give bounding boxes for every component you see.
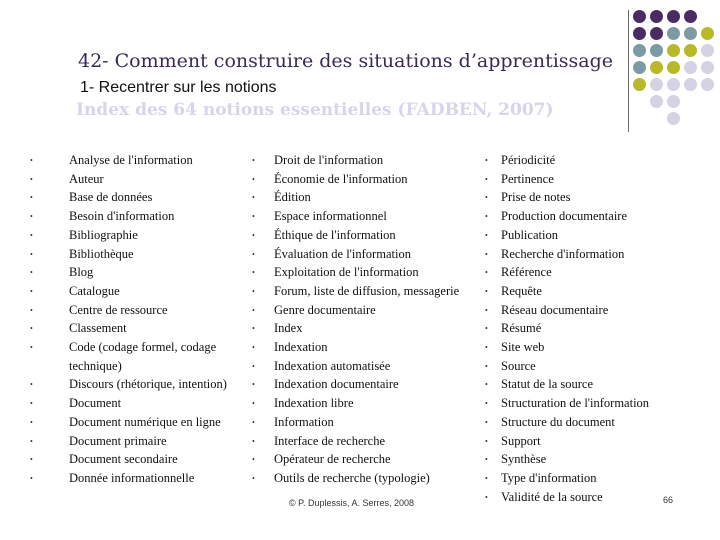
list-item: • Structure du document [501,413,691,432]
list-item: • Discours (rhétorique, intention) [69,375,229,394]
list-item: • Auteur [69,170,229,189]
decorative-dot [701,78,714,91]
list-item: • Code (codage formel, codage technique) [69,338,229,375]
list-item: • Pertinence [501,170,691,189]
slide-heading: Index des 64 notions essentielles (FADBEN, 2007) [76,100,554,120]
list-item: • Classement [69,319,229,338]
decorative-dot [667,44,680,57]
copyright-footer: © P. Duplessis, A. Serres, 2008 [289,498,415,508]
list-item: • Site web [501,338,691,357]
list-item: • Statut de la source [501,375,691,394]
list-item: • Publication [501,226,691,245]
notions-column-2 [274,151,464,488]
list-item: • Prise de notes [501,188,691,207]
list-item: • Type d'information [501,469,691,488]
list-item: • Information [274,413,464,432]
list-item: • Espace informationnel [274,207,464,226]
decorative-dot [650,61,663,74]
list-item: • Forum, liste de diffusion, messagerie [274,282,464,301]
list-item: • Bibliographie [69,226,229,245]
list-item: • Synthèse [501,450,691,469]
decorative-dot [650,95,663,108]
slide-subtitle: 1- Recentrer sur les notions [80,79,277,96]
decorative-dot [684,10,697,23]
list-item: • Indexation [274,338,464,357]
list-item: • Indexation documentaire [274,375,464,394]
slide-title: 42- Comment construire des situations d’apprentissage [78,50,614,72]
list-item: • Blog [69,263,229,282]
decorative-dot [650,78,663,91]
decorative-dot [701,44,714,57]
decorative-dot [667,95,680,108]
decorative-dot [633,61,646,74]
list-item: • Centre de ressource [69,301,229,320]
list-item: • Genre documentaire [274,301,464,320]
decorative-dot [633,44,646,57]
list-item: • Donnée informationnelle [69,469,229,488]
list-item: • Exploitation de l'information [274,263,464,282]
list-item: • Réseau documentaire [501,301,691,320]
decorative-dot [633,27,646,40]
list-item: • Évaluation de l'information [274,245,464,264]
decorative-dot [701,61,714,74]
decorative-dot [650,44,663,57]
list-item: • Bibliothèque [69,245,229,264]
notions-column-1 [69,151,229,488]
decorative-dot [667,10,680,23]
list-item: • Opérateur de recherche [274,450,464,469]
decorative-dot [633,78,646,91]
list-item: • Base de données [69,188,229,207]
list-item: • Index [274,319,464,338]
list-item: • Document primaire [69,432,229,451]
decorative-dot [701,27,714,40]
list-item: • Support [501,432,691,451]
decorative-divider [628,10,629,132]
decorative-dot [667,61,680,74]
decorative-dot [650,27,663,40]
list-item: • Analyse de l'information [69,151,229,170]
list-item: • Référence [501,263,691,282]
list-item: • Édition [274,188,464,207]
decorative-dot [684,44,697,57]
decorative-dot [650,10,663,23]
decorative-dot [684,27,697,40]
list-item: • Requête [501,282,691,301]
decorative-dot [667,27,680,40]
decorative-dot [667,112,680,125]
list-item: • Outils de recherche (typologie) [274,469,464,488]
list-item: • Périodicité [501,151,691,170]
list-item: • Document numérique en ligne [69,413,229,432]
decorative-dot [684,78,697,91]
page-number: 66 [663,495,674,505]
list-item: • Production documentaire [501,207,691,226]
list-item: • Besoin d'information [69,207,229,226]
list-item: • Structuration de l'information [501,394,691,413]
decorative-dot [684,61,697,74]
list-item: • Document secondaire [69,450,229,469]
list-item: • Recherche d'information [501,245,691,264]
list-item: • Interface de recherche [274,432,464,451]
list-item: • Indexation automatisée [274,357,464,376]
decorative-dot [633,10,646,23]
list-item: • Source [501,357,691,376]
list-item: • Économie de l'information [274,170,464,189]
list-item: • Validité de la source [501,488,691,507]
list-item: • Éthique de l'information [274,226,464,245]
notions-column-3 [501,151,691,506]
list-item: • Document [69,394,229,413]
decorative-dot [667,78,680,91]
list-item: • Droit de l'information [274,151,464,170]
list-item: • Indexation libre [274,394,464,413]
list-item: • Catalogue [69,282,229,301]
list-item: • Résumé [501,319,691,338]
